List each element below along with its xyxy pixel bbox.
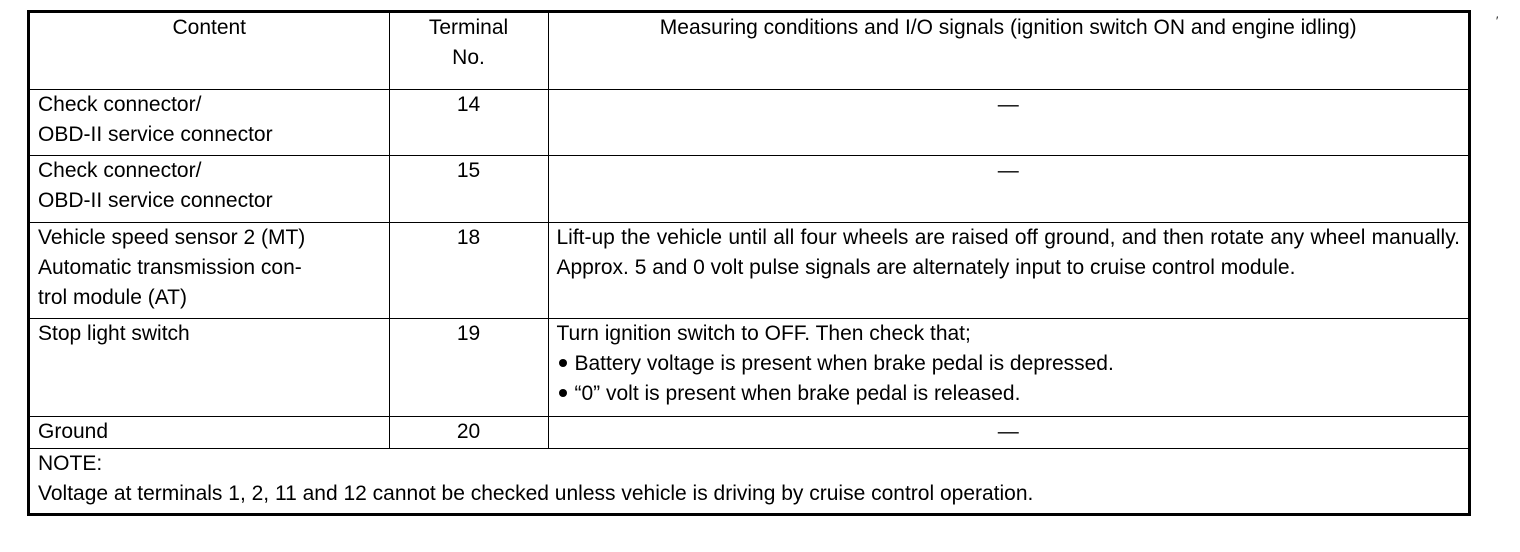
header-terminal-line1: Terminal (428, 16, 509, 39)
condition-intro: Turn ignition switch to OFF. Then check that; (556, 322, 971, 345)
content-line: Ground (38, 420, 109, 443)
note-label: NOTE: (38, 452, 103, 475)
content-line: Check connector/ (38, 159, 202, 182)
table-row (30, 319, 1468, 417)
row-content (30, 319, 389, 417)
condition-bullet (557, 349, 1461, 379)
row-content (30, 223, 389, 319)
row-terminal-no: 15 (389, 156, 548, 223)
row-terminal-no: 20 (389, 417, 548, 449)
terminal-spec-table-frame (27, 10, 1471, 516)
table-header-row (30, 13, 1468, 90)
header-conditions: Measuring conditions and I/O signals (ignition switch ON and engine idling) (548, 13, 1468, 90)
row-terminal-no: 19 (389, 319, 548, 417)
content-line: Check connector/ (38, 93, 202, 116)
row-terminal-no: 18 (389, 223, 548, 319)
table-row (30, 223, 1468, 319)
note-row (30, 449, 1468, 510)
bullet-icon (559, 359, 567, 367)
table-row (30, 90, 1468, 156)
note-text: Voltage at terminals 1, 2, 11 and 12 cannot be checked unless vehicle is driving by cruise control operation. (38, 482, 1034, 505)
content-line: OBD-II service connector (38, 123, 273, 146)
row-condition (548, 417, 1468, 449)
condition-dash-text: — (997, 93, 1019, 116)
condition-dash-text: — (997, 159, 1019, 182)
condition-bullet-text: “0” volt is present when brake pedal is released. (574, 382, 1021, 405)
header-terminal-line2: No. (452, 46, 485, 69)
header-terminal-no (389, 13, 548, 90)
content-line: Vehicle speed sensor 2 (MT) (38, 226, 306, 249)
row-condition (548, 90, 1468, 156)
table-row (30, 417, 1468, 449)
content-line: Automatic transmission con- (38, 256, 302, 279)
header-content: Content (30, 13, 389, 90)
content-line: Stop light switch (38, 322, 190, 345)
bullet-icon (559, 389, 567, 397)
stray-mark: ′ (1496, 14, 1499, 28)
condition-bullet (557, 379, 1461, 409)
condition-dash-text: — (997, 420, 1019, 443)
row-condition (548, 319, 1468, 417)
content-line: trol module (AT) (38, 286, 187, 309)
row-condition (548, 156, 1468, 223)
row-content (30, 156, 389, 223)
row-terminal-no: 14 (389, 90, 548, 156)
row-content (30, 417, 389, 449)
content-line: OBD-II service connector (38, 189, 273, 212)
condition-bullet-text: Battery voltage is present when brake pedal is depressed. (574, 352, 1114, 375)
terminal-spec-table (30, 13, 1468, 509)
row-condition: Lift-up the vehicle until all four wheels are raised off ground, and then rotate any wheel manually. Approx. 5 and 0 volt pulse signals are alternately input to cruise control module. (548, 223, 1468, 319)
table-row (30, 156, 1468, 223)
row-content (30, 90, 389, 156)
note-cell (30, 449, 1468, 510)
